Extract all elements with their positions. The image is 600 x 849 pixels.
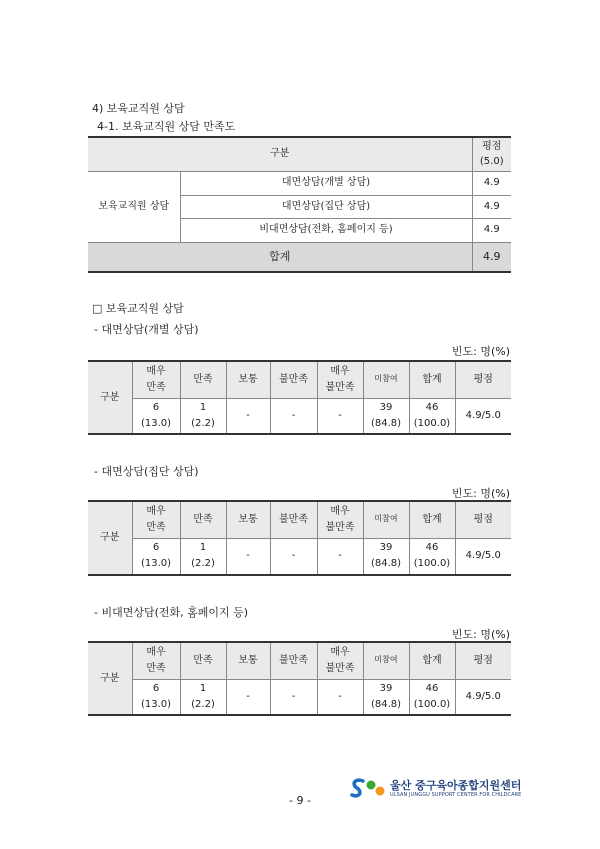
value-satisfied: 1 (2.2) [180,398,226,434]
summary-header-row [88,137,511,171]
col-no-response: 미참여 [363,501,409,538]
summary-row-label: 대면상담(개별 상담) [180,171,472,195]
value-neutral: - [226,679,270,715]
summary-row-label: 대면상담(집단 상담) [180,195,472,218]
frequency-table [88,360,511,435]
col-no-response: 미참여 [363,642,409,679]
value-very-dissatisfied: - [317,398,363,434]
value-dissatisfied: - [270,398,317,434]
col-very-satisfied: 매우 만족 [132,642,180,679]
summary-row-score: 4.9 [472,171,511,195]
col-category: 구분 [88,642,132,715]
value-dissatisfied: - [270,679,317,715]
logo-subtitle: ULSAN JUNGGU SUPPORT CENTER FOR CHILDCARE [390,792,522,798]
value-no-response: 39 (84.8) [363,679,409,715]
value-satisfied: 1 (2.2) [180,538,226,575]
value-total: 46 (100.0) [409,398,455,434]
section-heading: 4) 보육교직원 상담 [92,102,185,115]
unit-label: 빈도: 명(%) [451,487,510,500]
col-neutral: 보통 [226,642,270,679]
frequency-value-row [88,679,511,715]
summary-total-label: 합계 [88,242,472,272]
frequency-value-row [88,398,511,434]
frequency-table [88,500,511,576]
value-no-response: 39 (84.8) [363,538,409,575]
col-category: 구분 [88,361,132,434]
value-neutral: - [226,398,270,434]
summary-header-score: 평점 (5.0) [472,137,511,171]
col-score: 평점 [455,642,511,679]
col-satisfied: 만족 [180,361,226,398]
col-score: 평점 [455,361,511,398]
col-satisfied: 만족 [180,501,226,538]
unit-label: 빈도: 명(%) [451,345,510,358]
col-neutral: 보통 [226,501,270,538]
value-neutral: - [226,538,270,575]
col-neutral: 보통 [226,361,270,398]
frequency-header-row [88,501,511,538]
page-number: - 9 - [289,794,311,807]
summary-header-category: 구분 [88,137,472,171]
col-dissatisfied: 불만족 [270,361,317,398]
col-very-satisfied: 매우 만족 [132,361,180,398]
section-subheading: 4-1. 보육교직원 상담 만족도 [97,120,236,133]
col-very-dissatisfied: 매우 불만족 [317,501,363,538]
logo-name: 울산 중구육아종합지원센터 [390,779,522,792]
summary-table [88,136,511,273]
summary-group-label: 보육교직원 상담 [88,171,180,242]
value-total: 46 (100.0) [409,679,455,715]
value-dissatisfied: - [270,538,317,575]
value-no-response: 39 (84.8) [363,398,409,434]
col-category: 구분 [88,501,132,575]
col-dissatisfied: 불만족 [270,642,317,679]
summary-row-score: 4.9 [472,195,511,218]
frequency-table [88,641,511,716]
summary-row [88,171,511,195]
value-satisfied: 1 (2.2) [180,679,226,715]
col-very-dissatisfied: 매우 불만족 [317,361,363,398]
value-score: 4.9/5.0 [455,398,511,434]
value-very-dissatisfied: - [317,538,363,575]
table-title: - 대면상담(개별 상담) [94,323,199,336]
value-very-satisfied: 6 (13.0) [132,398,180,434]
col-satisfied: 만족 [180,642,226,679]
value-score: 4.9/5.0 [455,538,511,575]
value-very-satisfied: 6 (13.0) [132,538,180,575]
col-very-satisfied: 매우 만족 [132,501,180,538]
col-very-dissatisfied: 매우 불만족 [317,642,363,679]
summary-row-label: 비대면상담(전화, 홈페이지 등) [180,218,472,242]
summary-row-score: 4.9 [472,218,511,242]
frequency-header-row [88,642,511,679]
value-very-satisfied: 6 (13.0) [132,679,180,715]
col-no-response: 미참여 [363,361,409,398]
col-score: 평점 [455,501,511,538]
table-title: - 대면상담(집단 상담) [94,465,199,478]
value-very-dissatisfied: - [317,679,363,715]
summary-total-score: 4.9 [472,242,511,272]
value-score: 4.9/5.0 [455,679,511,715]
table-title: - 비대면상담(전화, 홈페이지 등) [94,606,249,619]
summary-total-row [88,242,511,272]
detail-title: □ 보육교직원 상담 [92,302,184,315]
col-total: 합계 [409,501,455,538]
frequency-header-row [88,361,511,398]
col-total: 합계 [409,642,455,679]
frequency-value-row [88,538,511,575]
col-total: 합계 [409,361,455,398]
col-dissatisfied: 불만족 [270,501,317,538]
value-total: 46 (100.0) [409,538,455,575]
unit-label: 빈도: 명(%) [451,628,510,641]
